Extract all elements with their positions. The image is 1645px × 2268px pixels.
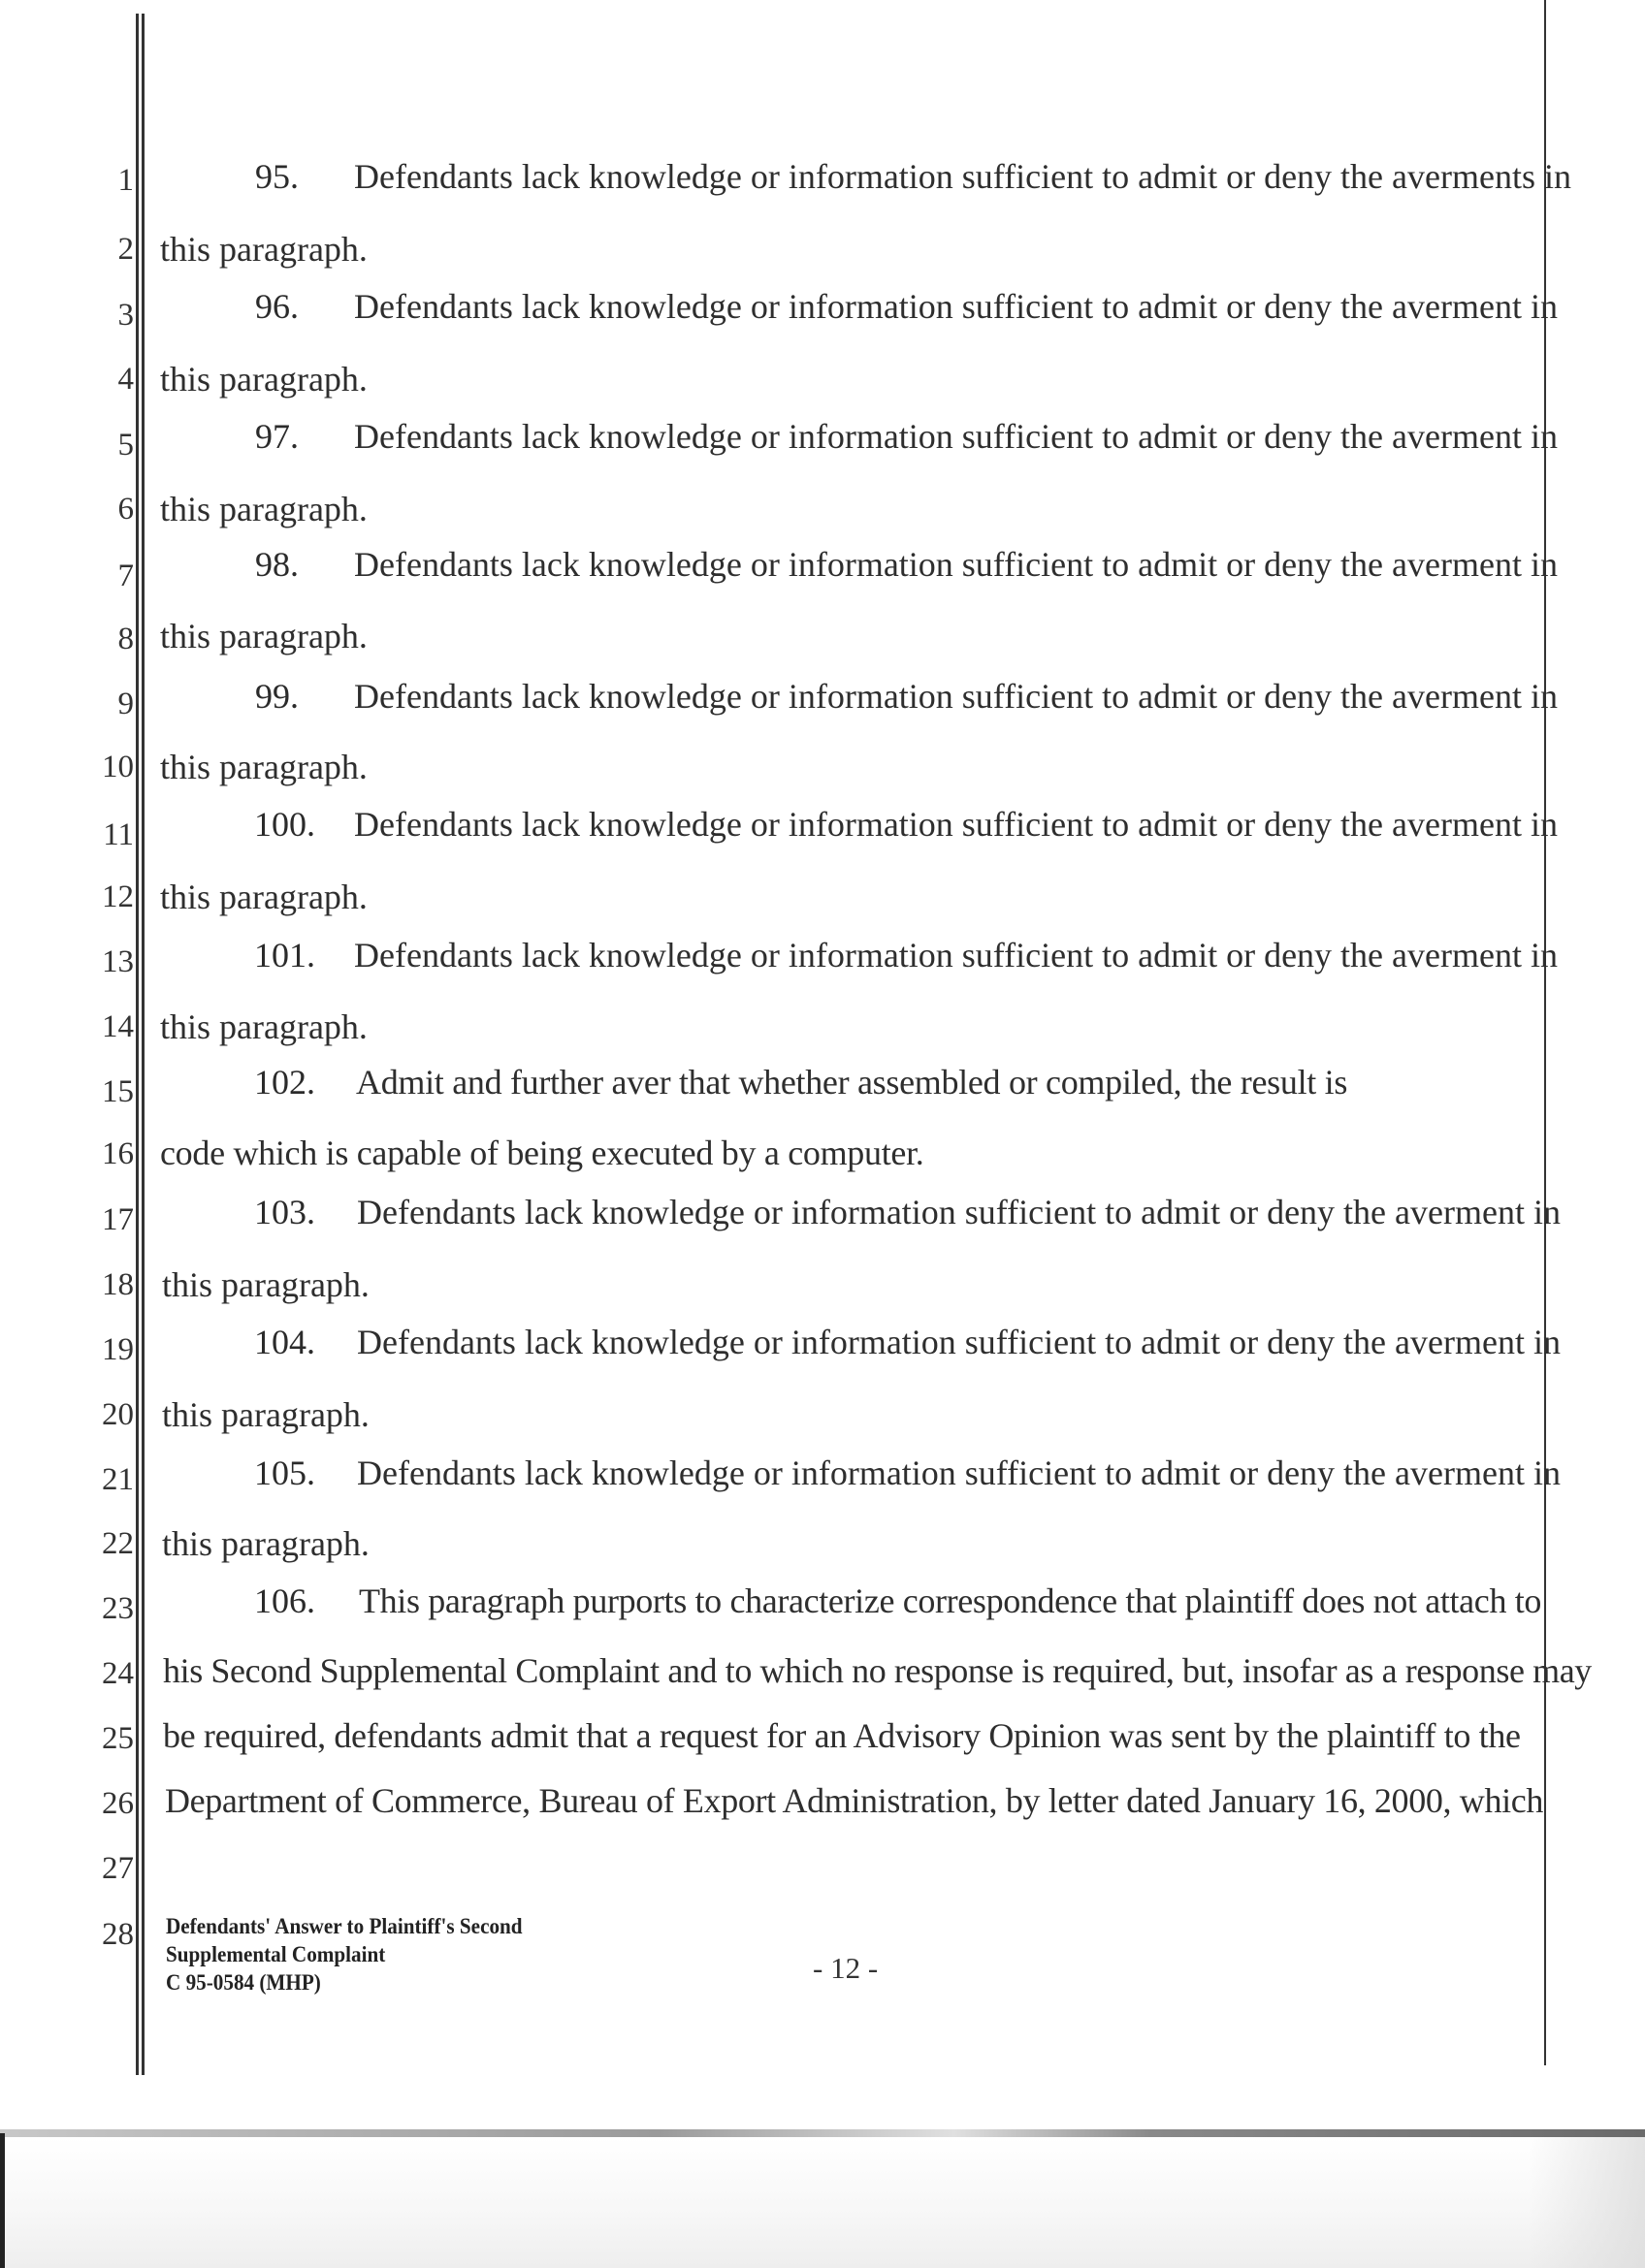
paragraph-text: code which is capable of being executed by a computer. <box>160 1134 924 1172</box>
paragraph-text: Defendants lack knowledge or information sufficient to admit or deny the averments in <box>354 157 1571 196</box>
paragraph-text: Admit and further aver that whether assembled or compiled, the result is <box>356 1063 1348 1102</box>
line-number: 25 <box>102 1721 134 1756</box>
left-margin-rule-inner <box>142 14 145 2075</box>
line-number: 20 <box>102 1397 134 1432</box>
line-number: 28 <box>102 1917 134 1952</box>
paragraph-text: Defendants lack knowledge or information sufficient to admit or deny the averment in <box>354 545 1558 584</box>
line-number: 18 <box>102 1267 134 1302</box>
line-number: 17 <box>102 1202 134 1237</box>
paragraph-text: be required, defendants admit that a request for an Advisory Opinion was sent by the plaintiff to the <box>163 1716 1521 1755</box>
line-number: 10 <box>102 750 134 784</box>
paragraph-text: this paragraph. <box>160 878 368 916</box>
paragraph-text: Defendants lack knowledge or information sufficient to admit or deny the averment in <box>354 287 1558 326</box>
line-number: 16 <box>102 1136 134 1171</box>
line-number: 23 <box>102 1591 134 1626</box>
line-number: 15 <box>102 1074 134 1109</box>
paragraph-text: this paragraph. <box>160 748 368 786</box>
paragraph-text: this paragraph. <box>160 1007 368 1046</box>
paragraph-text: Department of Commerce, Bureau of Export Administration, by letter dated January 16, 2000, which <box>165 1781 1544 1820</box>
paragraph-text: Defendants lack knowledge or information sufficient to admit or deny the averment in <box>354 936 1558 974</box>
line-number: 27 <box>102 1851 134 1886</box>
paragraph-number: 104. <box>254 1323 315 1361</box>
paragraph-text: this paragraph. <box>160 360 368 399</box>
scanner-page-edge <box>0 2129 1645 2137</box>
line-number: 14 <box>102 1009 134 1044</box>
line-number: 19 <box>102 1332 134 1367</box>
paragraph-number: 99. <box>255 677 299 716</box>
left-margin-rule-outer <box>136 14 139 2075</box>
paragraph-text: this paragraph. <box>160 490 368 528</box>
scanner-bed <box>0 2137 1645 2268</box>
line-number: 1 <box>117 163 134 198</box>
paragraph-text: This paragraph purports to characterize correspondence that plaintiff does not attach to <box>359 1581 1542 1620</box>
line-number: 6 <box>117 492 134 527</box>
scanner-shadow <box>1529 2137 1645 2268</box>
page-number: - 12 - <box>813 1951 879 1985</box>
footer-title-line: Supplemental Complaint <box>166 1942 386 1966</box>
line-number: 7 <box>117 559 134 593</box>
paragraph-number: 102. <box>254 1063 315 1102</box>
line-number: 21 <box>102 1462 134 1497</box>
scanner-left-edge <box>0 2133 5 2268</box>
paragraph-number: 95. <box>255 157 299 196</box>
paragraph-number: 97. <box>255 417 299 456</box>
paragraph-text: Defendants lack knowledge or information sufficient to admit or deny the averment in <box>357 1453 1561 1492</box>
line-number: 26 <box>102 1786 134 1821</box>
line-number: 9 <box>117 687 134 721</box>
footer-title-line: Defendants' Answer to Plaintiff's Second <box>166 1914 523 1938</box>
paragraph-text: this paragraph. <box>160 230 368 269</box>
line-number: 13 <box>102 944 134 979</box>
paragraph-text: Defendants lack knowledge or information sufficient to admit or deny the averment in <box>357 1323 1561 1361</box>
paragraph-text: this paragraph. <box>162 1524 370 1563</box>
paragraph-text: his Second Supplemental Complaint and to which no response is required, but, insofar as a response may <box>163 1651 1592 1690</box>
footer-document-title <box>166 1912 523 1996</box>
paragraph-number: 101. <box>254 936 315 974</box>
line-number: 3 <box>117 298 134 333</box>
paragraph-number: 106. <box>254 1581 315 1620</box>
paragraph-text: Defendants lack knowledge or information sufficient to admit or deny the averment in <box>354 417 1558 456</box>
paragraph-text: Defendants lack knowledge or information sufficient to admit or deny the averment in <box>357 1193 1561 1231</box>
paragraph-number: 98. <box>255 545 299 584</box>
line-number: 4 <box>117 362 134 397</box>
paragraph-text: Defendants lack knowledge or information sufficient to admit or deny the averment in <box>354 805 1558 844</box>
paragraph-number: 100. <box>254 805 315 844</box>
paragraph-number: 105. <box>254 1453 315 1492</box>
line-number: 5 <box>117 428 134 463</box>
paragraph-number: 96. <box>255 287 299 326</box>
paragraph-text: this paragraph. <box>160 617 368 655</box>
paragraph-text: Defendants lack knowledge or information sufficient to admit or deny the averment in <box>354 677 1558 716</box>
line-number: 8 <box>117 622 134 656</box>
paragraph-text: this paragraph. <box>162 1395 370 1434</box>
paragraph-text: this paragraph. <box>162 1265 370 1304</box>
footer-case-number: C 95-0584 (MHP) <box>166 1970 321 1995</box>
line-number: 2 <box>117 232 134 267</box>
line-number: 22 <box>102 1526 134 1561</box>
paragraph-number: 103. <box>254 1193 315 1231</box>
line-number: 11 <box>103 817 134 852</box>
line-number: 24 <box>102 1656 134 1691</box>
line-number: 12 <box>102 879 134 914</box>
